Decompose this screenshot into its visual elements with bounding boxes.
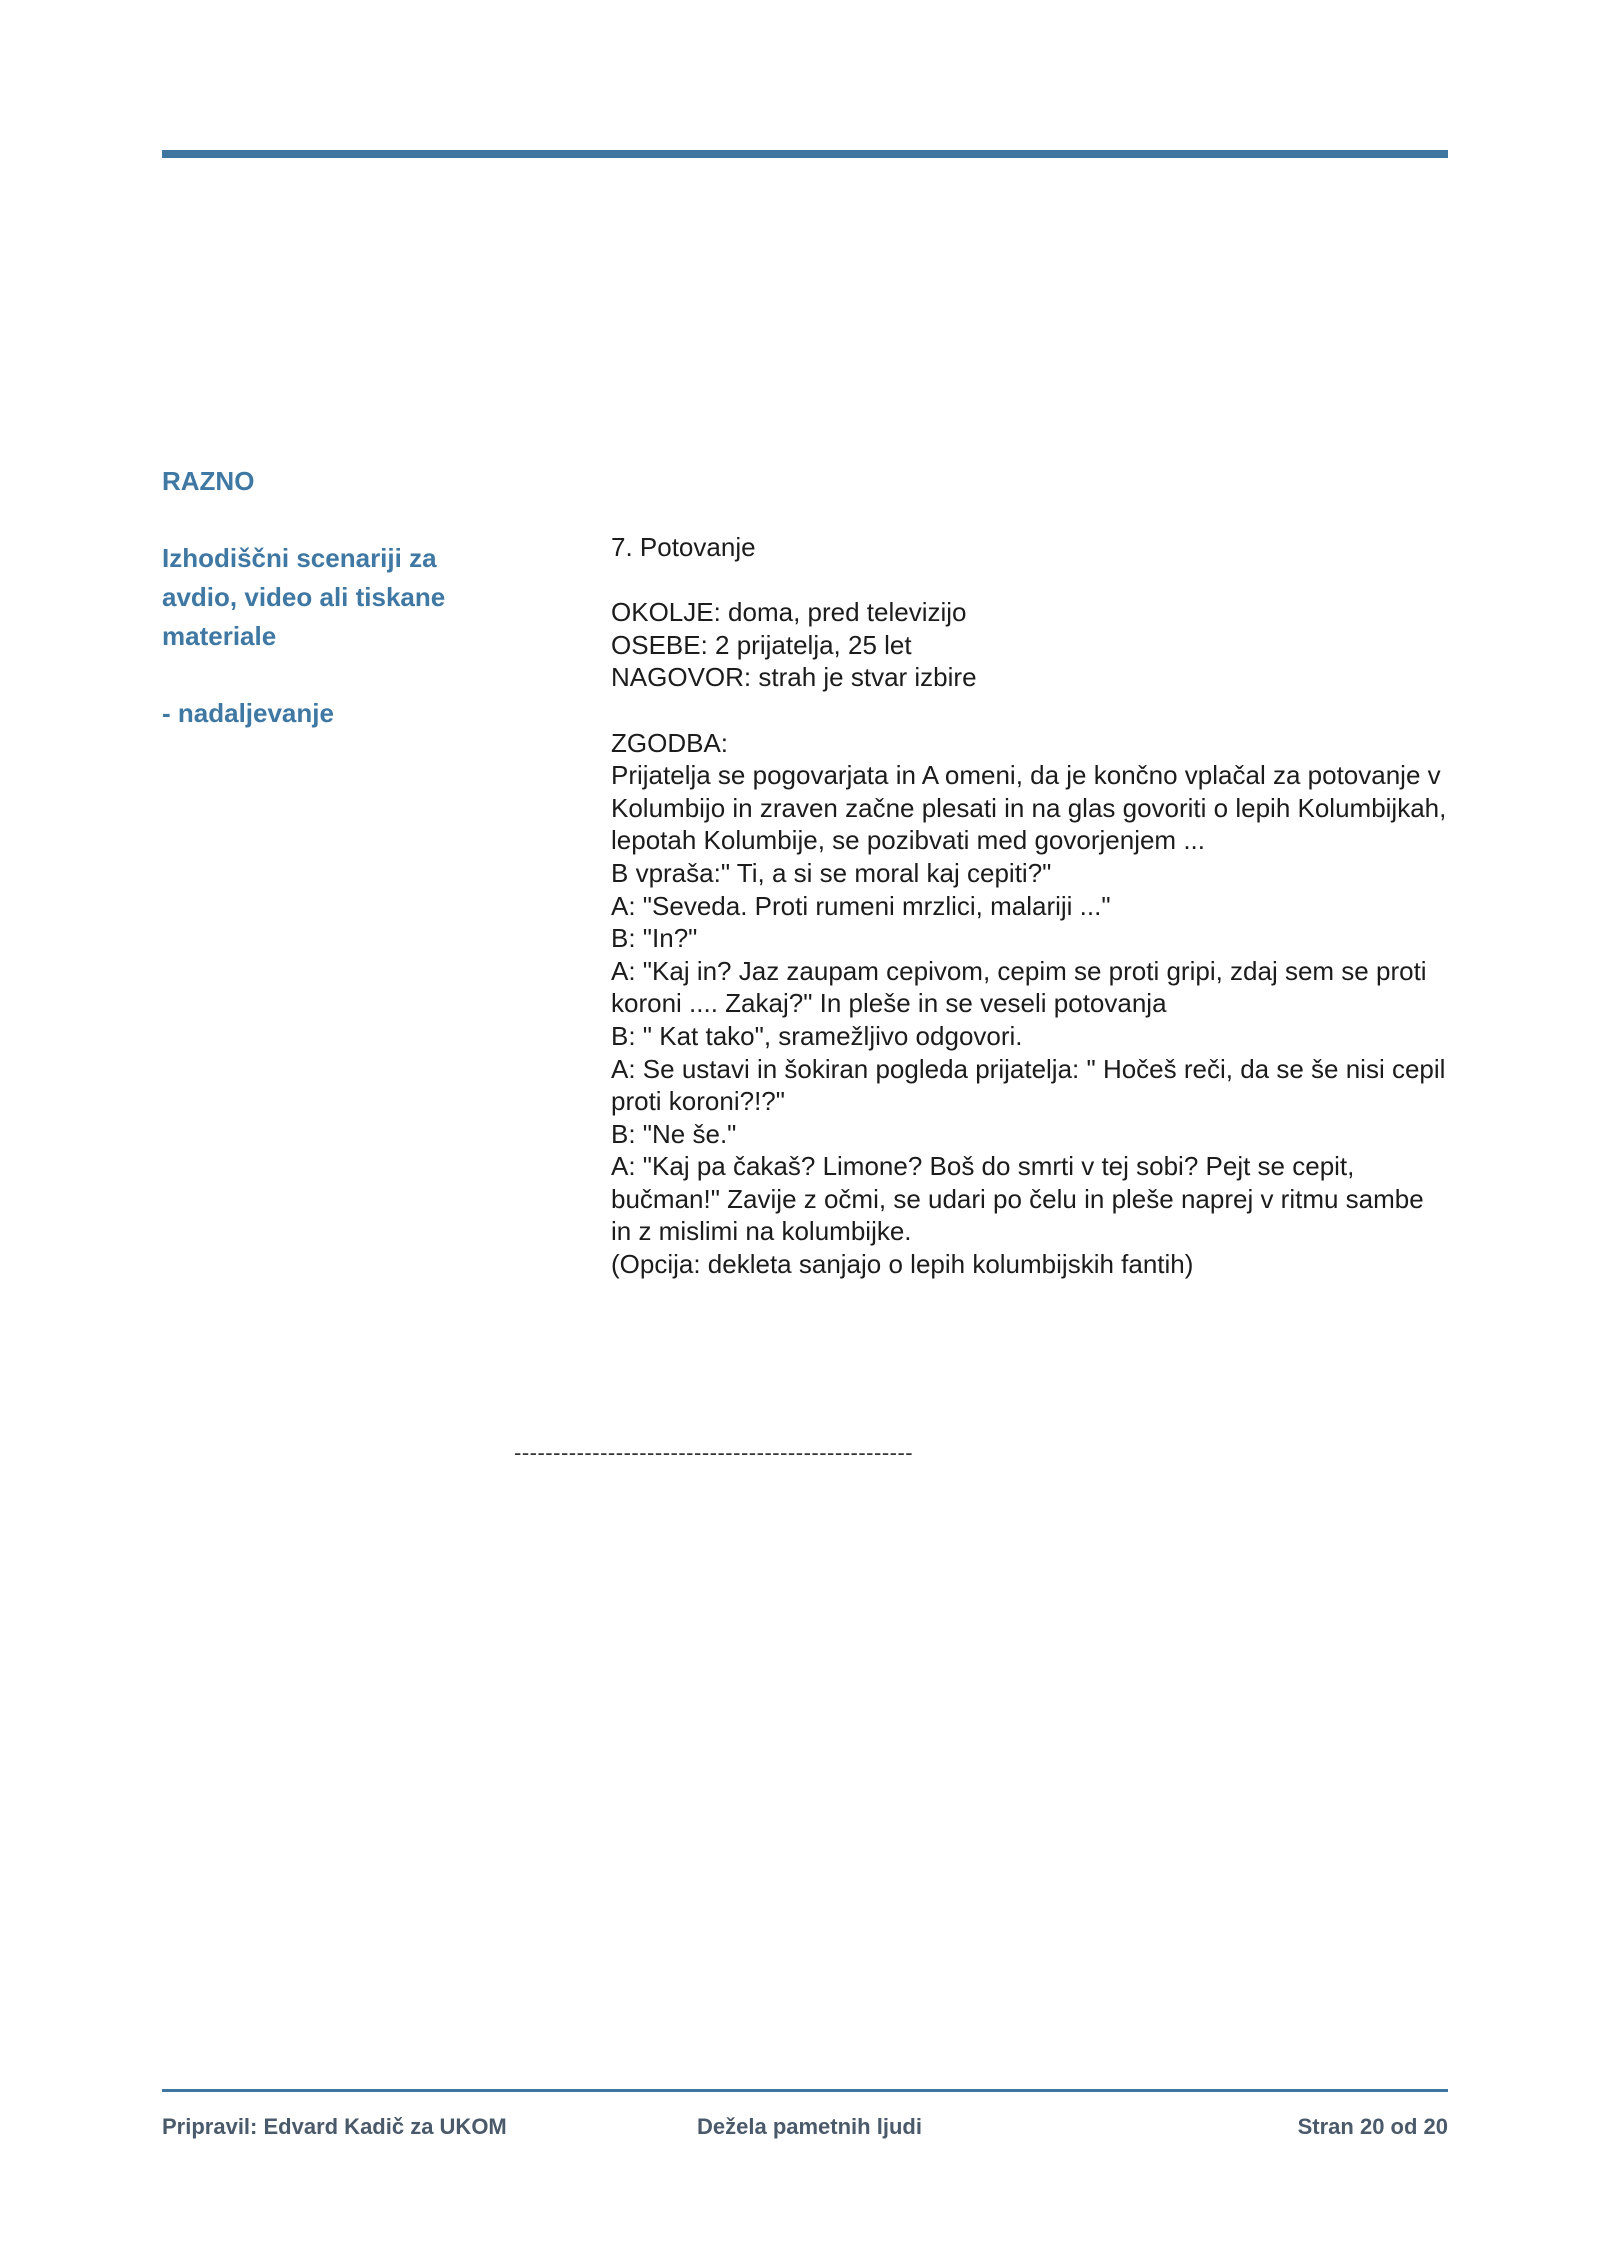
setting-line: OSEBE: 2 prijatelja, 25 let	[611, 629, 912, 660]
story-line: A: "Kaj in? Jaz zaupam cepivom, cepim se proti gripi, zdaj sem se proti	[611, 955, 1427, 986]
story-line: bučman!" Zavije z očmi, se udari po čelu in pleše naprej v ritmu sambe	[611, 1183, 1424, 1214]
story-line: B: " Kat tako", sramežljivo odgovori.	[611, 1020, 1023, 1051]
subtitle-line: Izhodiščni scenariji za	[162, 543, 437, 573]
subtitle-line: avdio, video ali tiskane	[162, 582, 446, 612]
story-label: ZGODBA:	[611, 727, 729, 758]
story-line: A: Se ustavi in šokiran pogleda prijatelja: " Hočeš reči, da se še nisi cepil	[611, 1053, 1446, 1084]
dashed-divider: ---------------------------------------------------	[514, 1440, 914, 1465]
story-line: lepotah Kolumbije, se pozibvati med govorjenjem ...	[611, 825, 1205, 856]
story-line: Prijatelja se pogovarjata in A omeni, da je končno vplačal za potovanje v	[611, 760, 1441, 791]
footer-rule	[162, 2089, 1448, 2092]
footer-title: Dežela pametnih ljudi	[697, 2114, 922, 2139]
footer-author: Pripravil: Edvard Kadič za UKOM	[162, 2114, 507, 2139]
section-subtitle	[162, 539, 492, 656]
scenario-body	[611, 531, 1461, 1281]
story-line: in z mislimi na kolumbijke.	[611, 1216, 912, 1247]
story-line: proti koroni?!?"	[611, 1086, 785, 1117]
story-line: B: "Ne še."	[611, 1118, 737, 1149]
subtitle-line: materiale	[162, 621, 277, 651]
setting-line: NAGOVOR: strah je stvar izbire	[611, 662, 977, 693]
story-line: B vpraša:" Ti, a si se moral kaj cepiti?"	[611, 857, 1052, 888]
story-line: koroni .... Zakaj?" In pleše in se veseli potovanja	[611, 988, 1167, 1019]
footer-page-number: Stran 20 od 20	[1297, 2114, 1448, 2139]
continued-note: - nadaljevanje	[162, 698, 334, 728]
section-title: RAZNO	[162, 466, 255, 496]
story-line: A: "Seveda. Proti rumeni mrzlici, malariji ..."	[611, 890, 1111, 921]
story-line: (Opcija: dekleta sanjajo o lepih kolumbijskih fantih)	[611, 1249, 1194, 1280]
story-line: Kolumbijo in zraven začne plesati in na glas govoriti o lepih Kolumbijkah,	[611, 792, 1447, 823]
header-rule	[162, 150, 1448, 158]
setting-line: OKOLJE: doma, pred televizijo	[611, 597, 967, 628]
sidebar	[162, 462, 492, 733]
scenario-heading: 7. Potovanje	[611, 532, 756, 562]
story-line: B: "In?"	[611, 923, 698, 954]
story-line: A: "Kaj pa čakaš? Limone? Boš do smrti v tej sobi? Pejt se cepit,	[611, 1151, 1355, 1182]
